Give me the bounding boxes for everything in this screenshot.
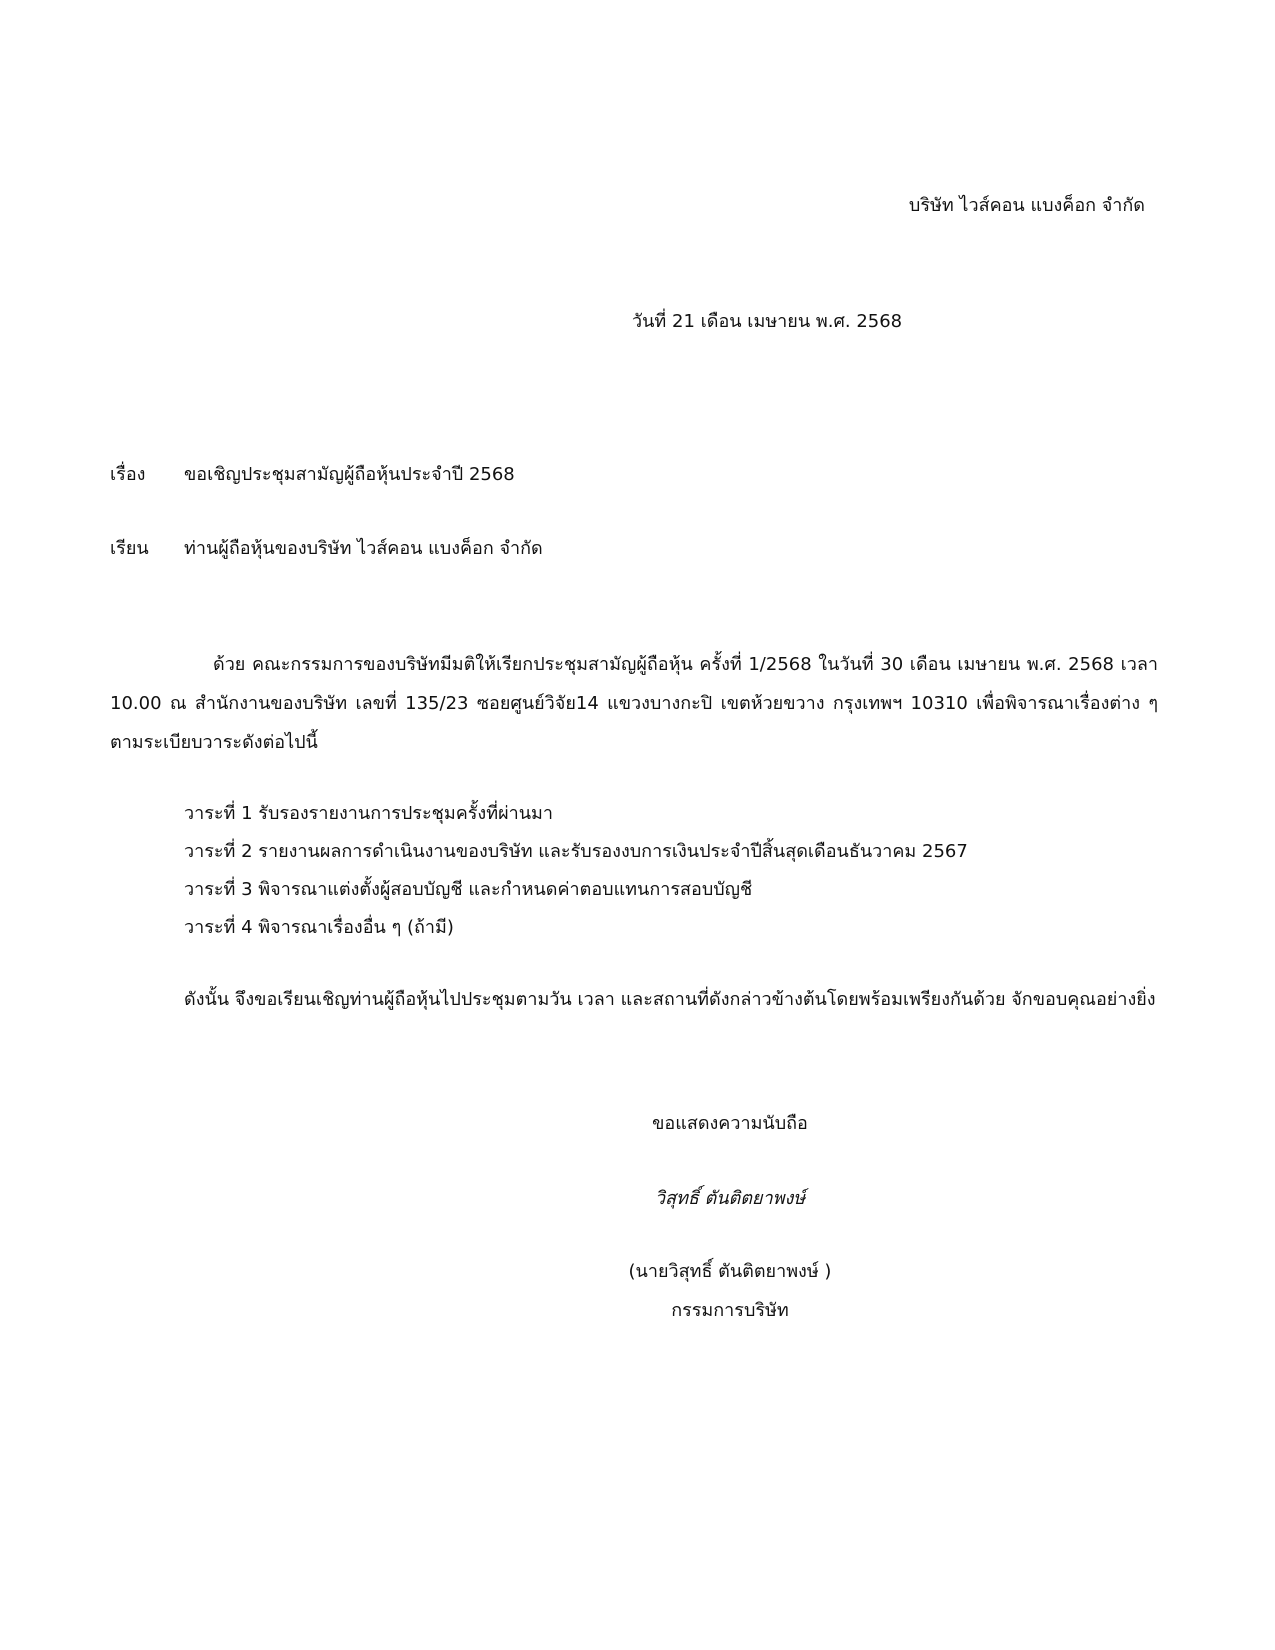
closing-paragraph: ดังนั้น จึงขอเรียนเชิญท่านผู้ถือหุ้นไปประชุมตามวัน เวลา และสถานที่ดังกล่าวข้างต้นโดยพร้อมเพรียงกันด้วย จักขอบคุณอย่างยิ่ง xyxy=(184,989,1156,1010)
recipient-label: เรียน xyxy=(110,538,149,559)
subject-value: ขอเชิญประชุมสามัญผู้ถือหุ้นประจำปี 2568 xyxy=(184,464,515,485)
agenda-item-4: วาระที่ 4 พิจารณาเรื่องอื่น ๆ (ถ้ามี) xyxy=(184,917,454,938)
signer-full-name: (นายวิสุทธิ์ ตันติตยาพงษ์ ) xyxy=(628,1261,832,1282)
agenda-item-1: วาระที่ 1 รับรองรายงานการประชุมครั้งที่ผ่านมา xyxy=(184,803,554,824)
agenda-item-2: วาระที่ 2 รายงานผลการดำเนินงานของบริษัท และรับรองงบการเงินประจำปีสิ้นสุดเดือนธันวาคม 2567 xyxy=(184,841,968,862)
signer-position: กรรมการบริษัท xyxy=(671,1300,789,1321)
intro-paragraph xyxy=(110,645,1158,762)
subject-label: เรื่อง xyxy=(110,464,146,485)
agenda-list xyxy=(184,795,968,947)
intro-text: ด้วย คณะกรรมการของบริษัทมีมติให้เรียกประชุมสามัญผู้ถือหุ้น ครั้งที่ 1/2568 ในวันที่ 30 เดือน เมษายน พ.ศ. 2568 เวลา 10.00 ณ สำนักงานของบริษัท เลขที่ 135/23 ซอยศูนย์วิจัย14 แขวงบางกะปิ เขตห้วยขวาง กรุงเทพฯ 10310 เพื่อพิจารณาเรื่องต่าง ๆ ตามระเบียบวาระดังต่อไปนี้ xyxy=(110,654,1158,753)
recipient-value: ท่านผู้ถือหุ้นของบริษัท ไวส์คอน แบงค็อก จำกัด xyxy=(184,538,543,559)
respect-closing: ขอแสดงความนับถือ xyxy=(652,1113,808,1134)
signature: วิสุทธิ์ ตันติตยาพงษ์ xyxy=(654,1188,806,1209)
agenda-item-3: วาระที่ 3 พิจารณาแต่งตั้งผู้สอบบัญชี และกำหนดค่าตอบแทนการสอบบัญชี xyxy=(184,879,753,900)
company-name: บริษัท ไวส์คอน แบงค็อก จำกัด xyxy=(908,195,1145,216)
letter-date: วันที่ 21 เดือน เมษายน พ.ศ. 2568 xyxy=(632,311,903,332)
